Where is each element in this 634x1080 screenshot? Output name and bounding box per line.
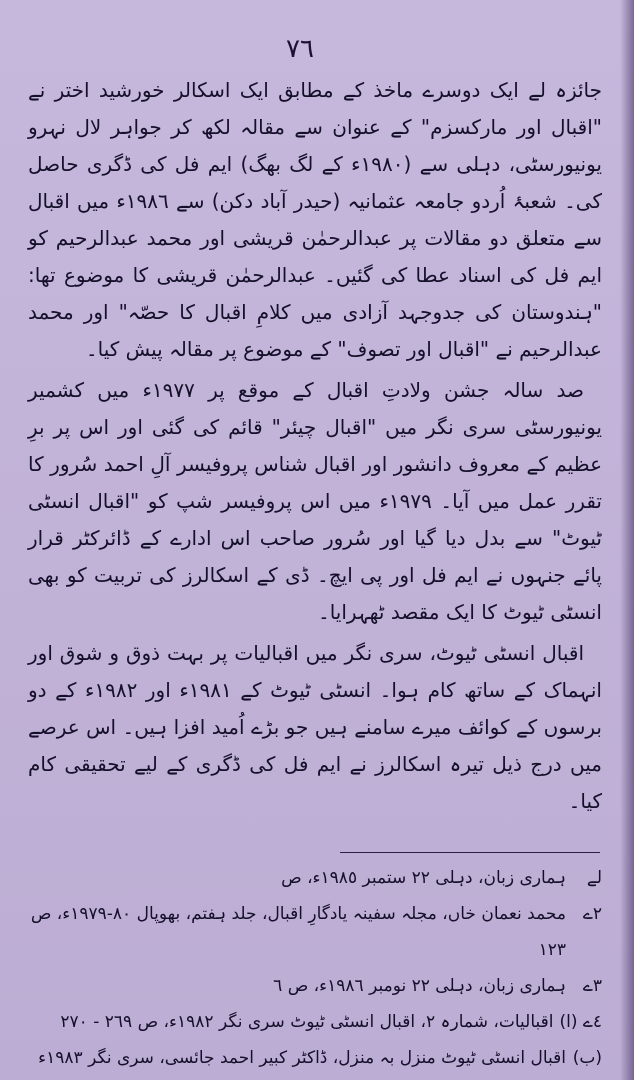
footnote-text: ہماری زبان، دہلی ٢٢ ستمبر ١٩٨٥ء، ص	[281, 868, 566, 888]
footnote-mark: لے	[586, 868, 602, 888]
footnote-text: اقبالیات، شمارہ ٢، اقبال انسٹی ٹیوٹ سری نگر ١٩٨٢ء، ص ٢٦٩ - ٢٧٠	[60, 1012, 554, 1032]
page-number: ٧٦	[286, 34, 314, 64]
footnote-mark: (ب)	[572, 1048, 602, 1068]
footnotes	[28, 860, 602, 1076]
paragraph: اقبال انسٹی ٹیوٹ، سری نگر میں اقبالیات پر بہت ذوق و شوق اور انہماک کے ساتھ کام ہوا۔ انسٹی ٹیوٹ کے ١٩٨١ء اور ١٩٨٢ء کے دو برسوں کے کوائف میرے سامنے ہیں جو بڑے اُمید افزا ہیں۔ اس عرصے میں درج ذیل تیرہ اسکالرز نے ایم فل کی ڈگری کے لیے تحقیقی کام کیا۔	[28, 641, 602, 813]
body-text	[28, 72, 602, 824]
footnote	[28, 860, 602, 896]
footnote-text: ہماری زبان، دہلی ٢٢ نومبر ١٩٨٦ء، ص ٦	[273, 976, 566, 996]
paragraph: صد سالہ جشن ولادتِ اقبال کے موقع پر ١٩٧٧ء میں کشمیر یونیورسٹی سری نگر میں "اقبال چیئر" قائم کی گئی اور اس پر برِ عظیم کے معروف دانشور اور اقبال شناس پروفیسر آلِ احمد سُرور کا تقرر عمل میں آیا۔ ١٩٧٩ء میں اس پروفیسر شپ کو "اقبال انسٹی ٹیوٹ" سے بدل دیا گیا اور سُرور صاحب اس ادارے کے ڈائرکٹر قرار پائے جنہوں نے ایم فل اور پی ایچ۔ ڈی کے اسکالرز کی تربیت کو بھی انسٹی ٹیوٹ کا ایک مقصد ٹھہرایا۔	[28, 378, 602, 624]
paragraph: جائزہ لے ایک دوسرے ماخذ کے مطابق ایک اسکالر خورشید اختر نے "اقبال اور مارکسزم" کے عنوان سے مقالہ لکھ کر جواہر لال نہرو یونیورسٹی، دہلی سے (١٩٨٠ء کے لگ بھگ) ایم فل کی ڈگری حاصل کی۔ شعبۂ اُردو جامعہ عثمانیہ (حیدر آباد دکن) سے ١٩٨٦ء میں اقبال سے متعلق دو مقالات پر عبدالرحمٰن قریشی اور محمد عبدالرحیم کو ایم فل کی اسناد عطا کی گئیں۔ عبدالرحمٰن قریشی کا موضوع تھا: "ہندوستان کی جدوجہد آزادی میں کلامِ اقبال کا حصّہ" اور محمد عبدالرحیم نے "اقبال اور تصوف" کے موضوع پر مقالہ پیش کیا۔	[28, 78, 602, 361]
footnote-mark: ٣ے	[582, 976, 602, 996]
footnote	[28, 1004, 602, 1040]
page-binding-shadow	[620, 0, 634, 1080]
footnote	[28, 1040, 602, 1076]
footnote-divider	[340, 852, 600, 853]
footnote-mark: ٢ے	[582, 904, 602, 924]
footnote-mark: ٤ے (ا)	[559, 1012, 602, 1032]
footnote	[28, 968, 602, 1004]
footnote	[28, 896, 602, 968]
footnote-text: اقبال انسٹی ٹیوٹ منزل بہ منزل، ڈاکٹر کبیر احمد جائسی، سری نگر ١٩٨٣ء	[38, 1048, 566, 1068]
footnote-text: محمد نعمان خاں، مجلہ سفینہ یادگارِ اقبال، جلد ہفتم، بھوپال ٨٠-١٩٧٩ء، ص ١٢٣	[30, 904, 566, 960]
